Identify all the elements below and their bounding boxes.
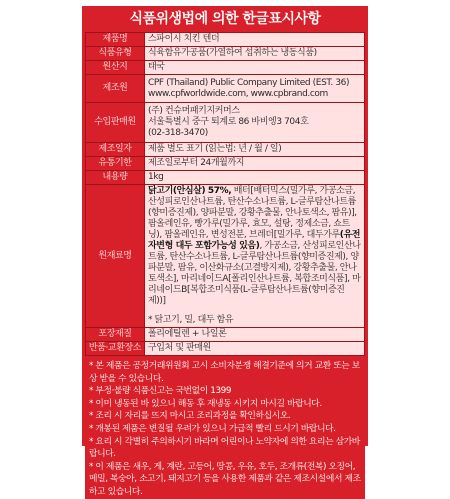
label-volume: 내용량 — [86, 171, 145, 185]
value-importer — [145, 103, 365, 143]
notice-item: * 이미 냉동된 바 있으니 해동 후 재냉동 시키지 마시길 바랍니다. — [89, 398, 322, 409]
manufacturer-company: CPF (Thailand) Public Company Limited (EST. 36) — [148, 77, 350, 88]
row-volume — [86, 171, 365, 185]
value-exchange: 구입처 및 판매원 — [145, 342, 365, 356]
value-mfg-date: 제품 별도 표기 (읽는법: 년 / 월 / 일) — [145, 143, 365, 157]
notice-section — [85, 356, 365, 499]
label-food-type: 식품유형 — [86, 47, 145, 61]
row-mfg-date — [86, 143, 365, 157]
label-manufacturer: 제조원 — [86, 75, 145, 103]
value-food-type: 식육함유가공품(가열하여 섭취하는 냉동식품) — [145, 47, 365, 61]
label-exchange: 반품·교환장소 — [86, 342, 145, 356]
importer-address: 서울특별시 중구 퇴계로 86 바비엥3 704호 — [148, 117, 309, 127]
value-ingredients — [145, 185, 365, 328]
label-product-name: 제품명 — [86, 33, 145, 47]
value-packaging: 폴리에틸렌 + 나일론 — [145, 328, 365, 342]
notice-item: * 부정·불량 식품신고는 국번없이 1399 — [89, 386, 232, 397]
notice-item: * 요리 시 각별히 주의하시기 바라며 어린이나 노약자에 의한 요리는 삼가바랍니다. — [89, 436, 360, 460]
value-volume: 1kg — [145, 171, 365, 185]
label-title: 식품위생법에 의한 한글표시사항 — [129, 11, 321, 27]
row-packaging — [86, 328, 365, 342]
info-table — [85, 32, 365, 356]
row-product-name — [86, 33, 365, 47]
ingredients-part2: , 가공소금, 산성피로인산나트륨, 탄산수소나트륨, L-글루탐산나트륨(향미증진제), 양파분말, 팜유, 이산화규소(고결방지제), 강황추출물, 안나토색소], 마리네이드A[폴리인산나트륨, 복합조미식품], 마리네이드B[복합조미식품(L-글루탐산나트륨(향미증진제))] — [148, 241, 361, 306]
gmo-notice: (유전자변형 대두 포함가능성 있음) — [148, 230, 361, 251]
main-ingredient: 닭고기(안심살) 57%, — [148, 186, 232, 196]
row-food-type — [86, 47, 365, 61]
row-manufacturer — [86, 75, 365, 103]
label-ingredients: 원재료명 — [86, 185, 145, 328]
value-expiry: 제조일로부터 24개월까지 — [145, 157, 365, 171]
label-panel — [82, 6, 368, 497]
row-importer — [86, 103, 365, 143]
label-origin: 원산지 — [86, 61, 145, 75]
notice-item: * 이 제품은 새우, 게, 계란, 고등어, 땅콩, 우유, 호두, 조개류(전복) 오징어, 메밀, 복숭아, 소고기, 돼지고기 등을 사용한 제품과 같은 제조시설에서 제조하고 있습니다. — [89, 461, 361, 497]
label-expiry: 유통기한 — [86, 157, 145, 171]
row-exchange — [86, 342, 365, 356]
label-importer: 수입판매원 — [86, 103, 145, 143]
notice-item: * 개봉된 제품은 변질될 우려가 있으니 가급적 빨리 드시기 바랍니다. — [89, 423, 336, 434]
value-manufacturer — [145, 75, 365, 103]
notice-item: * 본 제품은 공정거래위원회 고시 소비자분쟁 해결기준에 의거 교환 또는 보상 받을 수 있습니다. — [89, 361, 360, 384]
row-origin — [86, 61, 365, 75]
value-origin: 태국 — [145, 61, 365, 75]
label-packaging: 포장재질 — [86, 328, 145, 342]
value-product-name: 스파이시 치킨 텐더 — [145, 33, 365, 47]
ingredients-list — [148, 186, 361, 307]
row-ingredients — [86, 185, 365, 328]
label-mfg-date: 제조일자 — [86, 143, 145, 157]
ingredients-part1: 배터[배터믹스(밀가루, 가공소금, 산성피로인산나트륨, 탄산수소나트륨, L-글루탐산나트륨(향미증진제), 양파분말, 강황추출물, 안나토색소, 팜유)], 팜올레인유, 빵가루(밀가루, 효모, 설탕, 정제소금, 쇼트닝), 팜올레인유, 변성전분, 브레더[밀가루, 대두가루 — [148, 186, 357, 240]
importer-company: (주) 컨슈머패키지커머스 — [148, 106, 240, 116]
allergy-info: * 닭고기, 밀, 대두 함유 — [148, 315, 234, 325]
importer-phone: (02-318-3470) — [148, 128, 208, 138]
manufacturer-websites: www.cpfworldwide.com, www.cpbrand.com — [148, 88, 328, 99]
row-expiry — [86, 157, 365, 171]
notice-item: * 조리 시 자리를 뜨지 마시고 조리과정을 확인하십시오. — [89, 411, 291, 422]
